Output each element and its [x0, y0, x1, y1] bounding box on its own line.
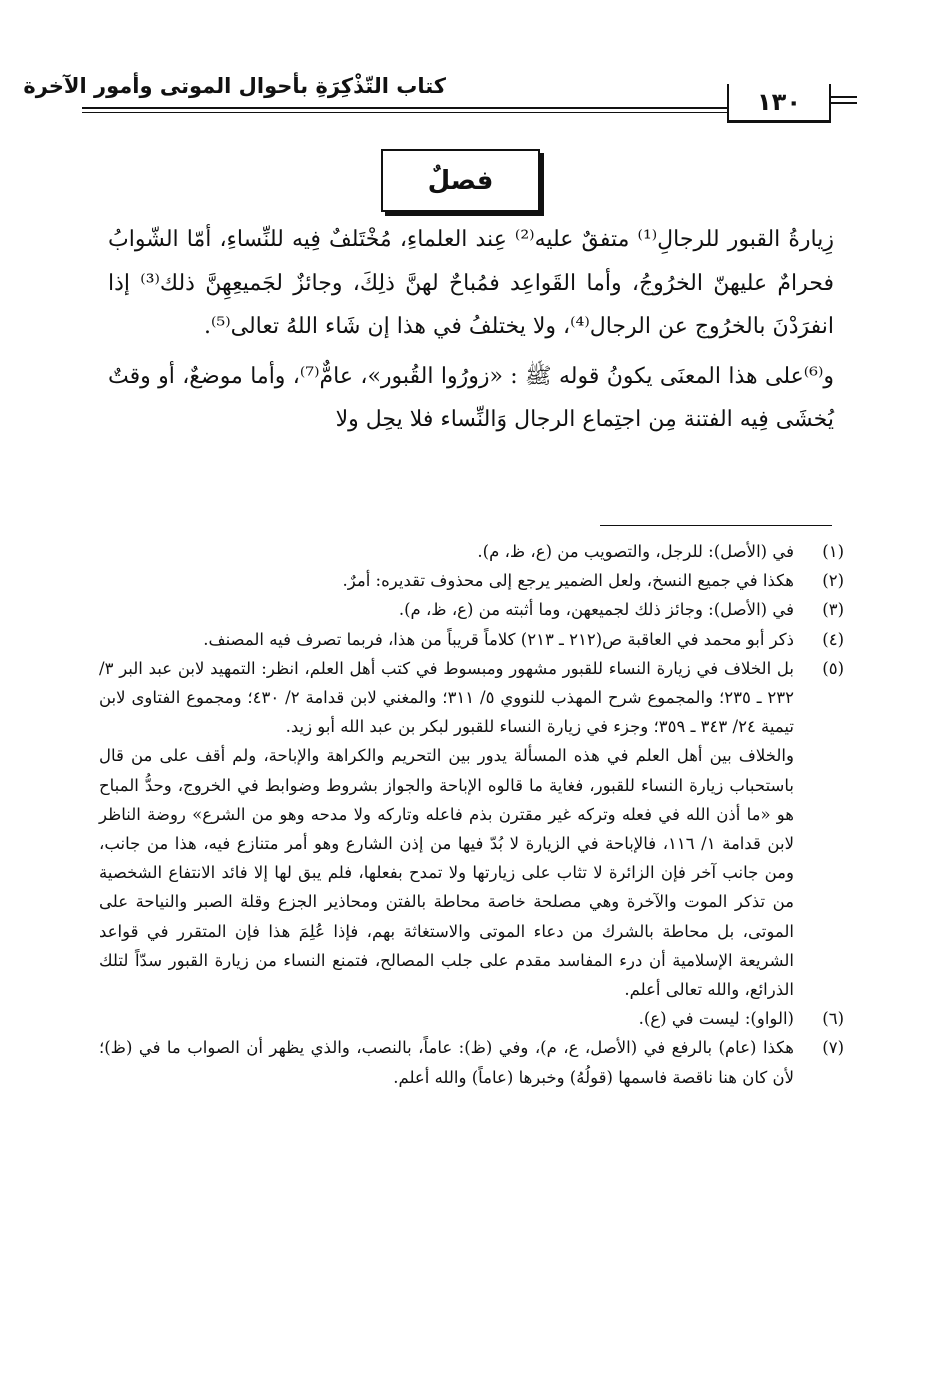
- footnote: [99, 537, 844, 566]
- paragraph: و⁽⁶⁾على هذا المعنَى يكونُ قوله ﷺ : «زورُوا القُبور»، عامٌّ⁽⁷⁾، وأما موضعٌ، أو وقتٌ يُخشَى فِيه الفتنة مِن اجتِماع الرجال وَالنِّساء فلا يحِل ولا: [108, 363, 834, 432]
- header-rule: [82, 107, 727, 109]
- paragraph: زِيارةُ القبور للرجالِ⁽¹⁾ متفقٌ عليه⁽²⁾ عِند العلماءِ، مُخْتَلفٌ فِيه للنِّساءِ، أمّا الشّوابُ فحرامٌ عليهنّ الخرُوجُ، وأما القَواعِد فمُباحٌ لهنَّ ذلِكَ، وجائزٌ لجَميعِهِنَّ ذلك⁽³⁾ إذا انفرَدْنَ بالخرُوج عن الرجال⁽⁴⁾، ولا يختلفُ في هذا إن شَاء اللهُ تعالى⁽⁵⁾.: [108, 227, 835, 339]
- footnote-number: (٦): [822, 1009, 844, 1029]
- footnote-text: هكذا (عام) بالرفع في (الأصل، ع، م)، وفي (ظ): عاماً، بالنصب، والذي يظهر أن الصواب ما في (ظ)؛ لأن كان هنا ناقصة فاسمها (قولُهُ) وخبرها (عاماً) والله أعلم.: [99, 1038, 794, 1087]
- footnote-text: هكذا في جميع النسخ، ولعل الضمير يرجع إلى محذوف تقديره: أمرٌ.: [342, 571, 794, 591]
- page-number-rule: [827, 102, 857, 104]
- footnote-text: والخلاف بين أهل العلم في هذه المسألة يدور بين التحريم والكراهة والإباحة، ولم أقف على من قال باستحباب زيارة النساء للقبور، فغاية ما قالوه الإباحة والجواز بشروط وضوابط في الخروج، وحدُّ المباح هو «ما أذن الله في فعله وتركه غير مقترن بذم فاعله وتاركه ولا مدحه وهو من الشرع» روضة الناظر لابن قدامة ١/ ١١٦، فالإباحة في الزيارة لا بُدّ فيها من إذن الشارع وهو أمر متنازع فيه، هذا من جانب، ومن جانب آخر فإن الزائرة لا تثاب على زيارتها ولا تمدح بفعلها، فلم يبق لها إلا فائد الانتفاع الشخصية من تذكر الموت والآخرة وهي مصلحة خاصة محاطة بالفتن ومحاذير الجزع وقلة الصبر والنياحة على الموتى، بل محاطة بالشرك من دعاء الموتى والاستغاثة بهم، فإذا عُلِمَ هذا فإن المتقرر في قواعد الشريعة الإسلامية أن درء المفاسد مقدم على جلب المصالح، فتمنع النساء من زيارة القبور سدّاً لتلك الذرائع، والله تعالى أعلم.: [99, 746, 794, 1000]
- footnote-text: ذكر أبو محمد في العاقبة ص(٢١٢ ـ ٢١٣) كلاماً قريباً من هذا، فربما تصرف فيه المصنف.: [203, 629, 794, 649]
- footnote-text: (الواو): ليست في (ع).: [638, 1009, 794, 1029]
- book-title: كتاب التّذْكِرَةِ بأحوال الموتى وأمور الآخرة: [23, 74, 446, 98]
- footnote: [99, 625, 844, 654]
- section-heading: فصلٌ: [381, 149, 540, 212]
- footnote-number: (٣): [822, 600, 844, 620]
- footnote-number: (٢): [822, 571, 844, 591]
- footnote-divider: [600, 525, 832, 526]
- footnote-text: في (الأصل): وجائز ذلك لجميعهن، وما أثبته من (ع، ظ، م).: [398, 600, 794, 620]
- footnote: [99, 566, 844, 595]
- footnote: [99, 1033, 844, 1091]
- footnotes: [99, 537, 844, 1092]
- footnote-text: بل الخلاف في زيارة النساء للقبور مشهور ومبسوط في كتب أهل العلم، انظر: التمهيد لابن عبد البر ٣/ ٢٣٢ ـ ٢٣٥؛ والمجموع شرح المهذب للنووي ٥/ ٣١١؛ والمغني لابن قدامة ٢/ ٤٣٠؛ ومجموع الفتاوى لابن تيمية ٢٤/ ٣٤٣ ـ ٣٥٩؛ وجزء في زيارة النساء للقبور لبكر بن عبد الله أبو زيد.: [99, 658, 795, 737]
- main-text: [108, 218, 834, 442]
- footnote-text: في (الأصل): للرجل، والتصويب من (ع، ظ، م).: [477, 542, 794, 561]
- page-number-rule: [827, 96, 857, 98]
- page-number: ١٣٠: [727, 84, 831, 123]
- footnote-number: (٤): [822, 629, 844, 649]
- footnote: [99, 654, 844, 1004]
- header-rule-thin: [82, 112, 727, 113]
- footnote-number: (١): [822, 542, 844, 561]
- footnote-number: (٥): [822, 658, 844, 678]
- footnote: [99, 595, 844, 624]
- footnote: [99, 1004, 844, 1033]
- footnote-number: (٧): [822, 1038, 844, 1058]
